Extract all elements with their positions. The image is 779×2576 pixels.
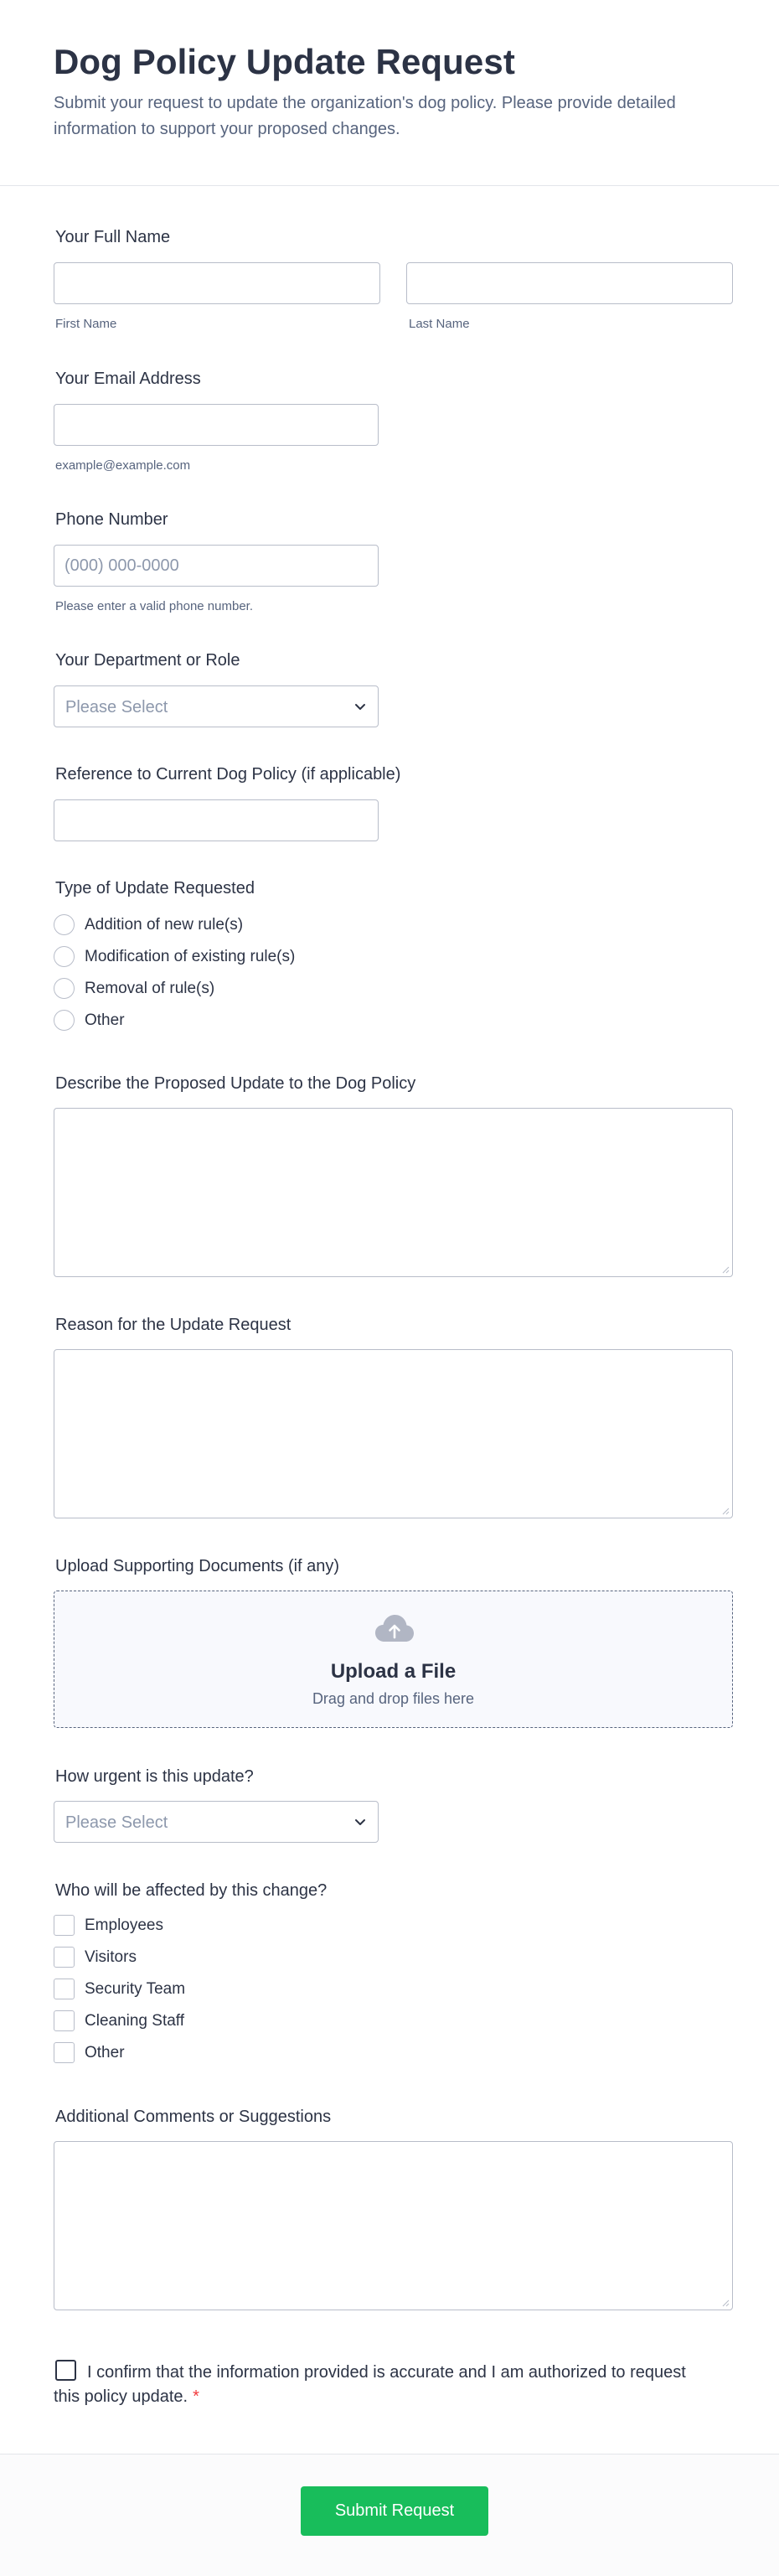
- submit-button[interactable]: Submit Request: [301, 2486, 488, 2536]
- resize-grip-icon[interactable]: [721, 1265, 730, 1274]
- required-asterisk: *: [193, 2387, 199, 2406]
- department-select-value: Please Select: [65, 698, 168, 716]
- urgency-select[interactable]: [54, 1801, 379, 1843]
- radio-button[interactable]: [54, 946, 75, 967]
- radio-button[interactable]: [54, 1010, 75, 1031]
- reason-label: Reason for the Update Request: [55, 1316, 291, 1334]
- confirm-label: [54, 2361, 690, 2409]
- upload-subtitle: Drag and drop files here: [312, 1690, 475, 1707]
- email-label: Your Email Address: [55, 370, 201, 388]
- comments-textarea[interactable]: [54, 2141, 733, 2310]
- email-input[interactable]: [54, 404, 379, 446]
- full-name-label: Your Full Name: [55, 228, 171, 246]
- urgency-select-value: Please Select: [65, 1813, 168, 1832]
- affected-label: Who will be affected by this change?: [55, 1881, 328, 1900]
- checkbox[interactable]: [54, 2042, 75, 2063]
- phone-input[interactable]: [54, 545, 379, 587]
- checkbox-option-label: Security Team: [85, 1980, 186, 1998]
- radio-option-label: Addition of new rule(s): [85, 916, 244, 934]
- urgency-label: How urgent is this update?: [55, 1767, 254, 1786]
- confirm-text: I confirm that the information provided is accurate and I am authorized to request this policy update.: [54, 2363, 686, 2406]
- file-upload-dropzone[interactable]: [54, 1591, 733, 1728]
- checkbox-option-label: Cleaning Staff: [85, 2012, 185, 2030]
- department-select[interactable]: [54, 685, 379, 727]
- last-name-input[interactable]: [406, 262, 733, 304]
- reference-label: Reference to Current Dog Policy (if applicable): [55, 765, 401, 784]
- radio-button[interactable]: [54, 978, 75, 999]
- first-name-input[interactable]: [54, 262, 380, 304]
- first-name-sublabel: First Name: [55, 317, 117, 331]
- checkbox-option-label: Visitors: [85, 1948, 137, 1966]
- radio-option-label: Modification of existing rule(s): [85, 948, 296, 965]
- form-subtitle: Submit your request to update the organization's dog policy. Please provide detailed information to support your proposed changes.: [54, 94, 676, 138]
- checkbox[interactable]: [54, 2010, 75, 2031]
- checkbox-option-label: Other: [85, 2044, 125, 2061]
- checkbox[interactable]: [54, 1979, 75, 1999]
- checkbox-option-label: Employees: [85, 1916, 163, 1934]
- describe-label: Describe the Proposed Update to the Dog Policy: [55, 1074, 416, 1093]
- form-title: Dog Policy Update Request: [54, 42, 515, 81]
- reference-input[interactable]: [54, 799, 379, 841]
- update-type-label: Type of Update Requested: [55, 879, 255, 897]
- radio-option-label: Other: [85, 1011, 125, 1029]
- phone-sublabel: Please enter a valid phone number.: [55, 599, 253, 613]
- checkbox[interactable]: [54, 1915, 75, 1936]
- form-header: [0, 0, 779, 186]
- radio-button[interactable]: [54, 914, 75, 935]
- email-sublabel: example@example.com: [55, 458, 191, 473]
- checkbox[interactable]: [54, 1947, 75, 1968]
- form-footer: [0, 2454, 779, 2576]
- chevron-down-icon: [351, 1813, 369, 1831]
- department-label: Your Department or Role: [55, 651, 240, 670]
- cloud-upload-icon: [374, 1613, 415, 1643]
- upload-title: Upload a File: [330, 1660, 457, 1683]
- upload-label: Upload Supporting Documents (if any): [55, 1557, 340, 1575]
- resize-grip-icon[interactable]: [721, 2299, 730, 2307]
- radio-option-label: Removal of rule(s): [85, 980, 215, 997]
- comments-label: Additional Comments or Suggestions: [55, 2108, 332, 2126]
- phone-label: Phone Number: [55, 510, 168, 529]
- resize-grip-icon[interactable]: [721, 1507, 730, 1515]
- chevron-down-icon: [351, 697, 369, 716]
- describe-textarea[interactable]: [54, 1108, 733, 1277]
- last-name-sublabel: Last Name: [409, 317, 470, 331]
- reason-textarea[interactable]: [54, 1349, 733, 1518]
